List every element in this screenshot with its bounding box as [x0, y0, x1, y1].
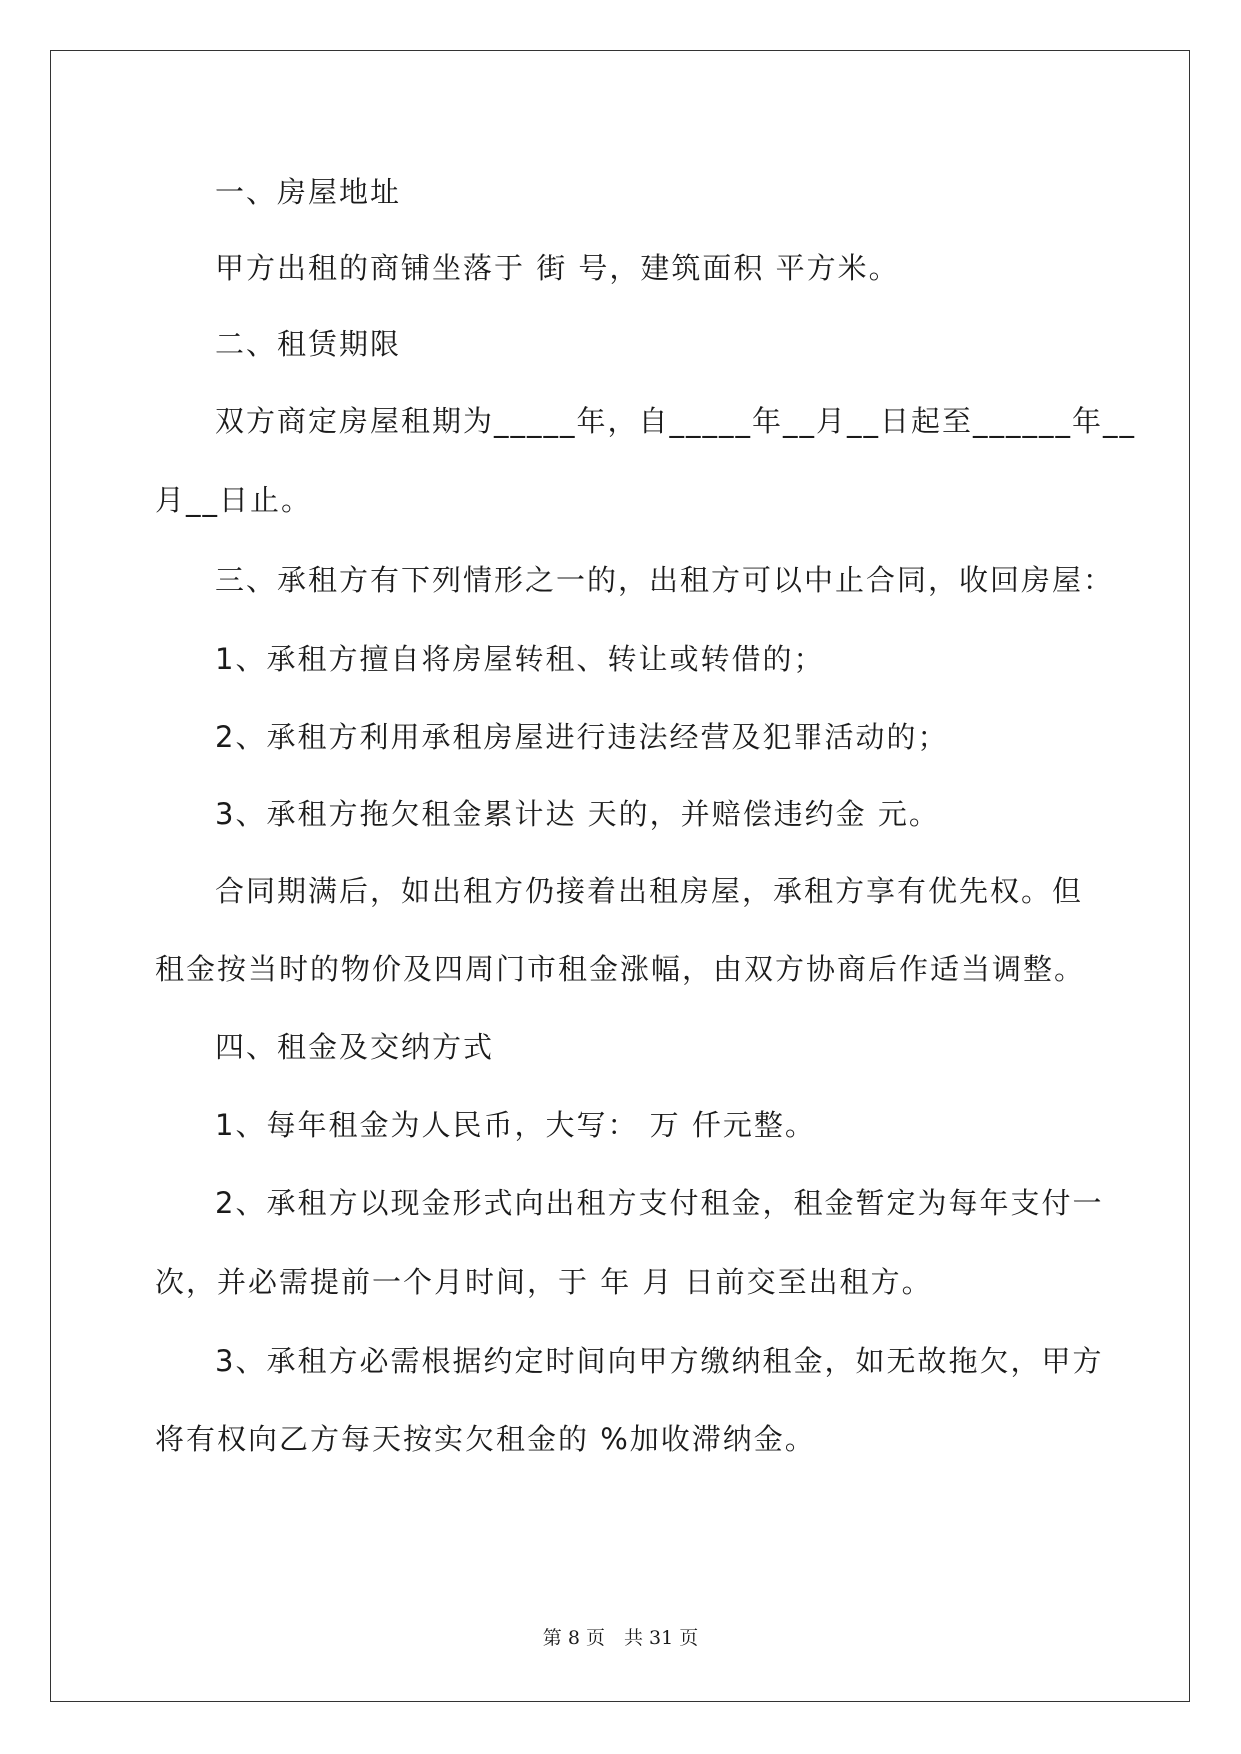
- page-number-footer: 第 8 页 共 31 页: [542, 1627, 699, 1649]
- list-item-illegal-use: 2、承租方利用承租房屋进行违法经营及犯罪活动的；: [215, 720, 949, 754]
- list-item-rent-arrears: 3、承租方拖欠租金累计达 天的，并赔偿违约金 元。: [215, 797, 940, 831]
- list-item-payment-method-line-1: 2、承租方以现金形式向出租方支付租金，租金暂定为每年支付一: [215, 1186, 1104, 1220]
- list-item-payment-method-line-2: 次，并必需提前一个月时间，于 年 月 日前交至出租方。: [155, 1265, 933, 1299]
- paragraph-lease-term-line-1: 双方商定房屋租期为_____年，自_____年__月__日起至______年__: [215, 404, 1137, 438]
- paragraph-renewal-line-2: 租金按当时的物价及四周门市租金涨幅，由双方协商后作适当调整。: [155, 952, 1086, 986]
- heading-house-address: 一、房屋地址: [215, 175, 402, 209]
- heading-lease-term: 二、租赁期限: [215, 327, 402, 361]
- paragraph-shop-location: 甲方出租的商铺坐落于 街 号，建筑面积 平方米。: [215, 251, 900, 285]
- list-item-sublet: 1、承租方擅自将房屋转租、转让或转借的；: [215, 642, 825, 676]
- list-item-annual-rent: 1、每年租金为人民币，大写： 万 仟元整。: [215, 1108, 816, 1142]
- heading-rent-payment: 四、租金及交纳方式: [215, 1030, 495, 1064]
- paragraph-renewal-line-1: 合同期满后，如出租方仍接着出租房屋，承租方享有优先权。但: [215, 874, 1084, 908]
- list-item-late-fee-line-2: 将有权向乙方每天按实欠租金的 %加收滞纳金。: [155, 1422, 816, 1456]
- paragraph-lease-term-line-2: 月__日止。: [155, 483, 313, 517]
- list-item-late-fee-line-1: 3、承租方必需根据约定时间向甲方缴纳租金，如无故拖欠，甲方: [215, 1344, 1104, 1378]
- heading-termination-conditions: 三、承租方有下列情形之一的，出租方可以中止合同，收回房屋：: [215, 563, 1115, 597]
